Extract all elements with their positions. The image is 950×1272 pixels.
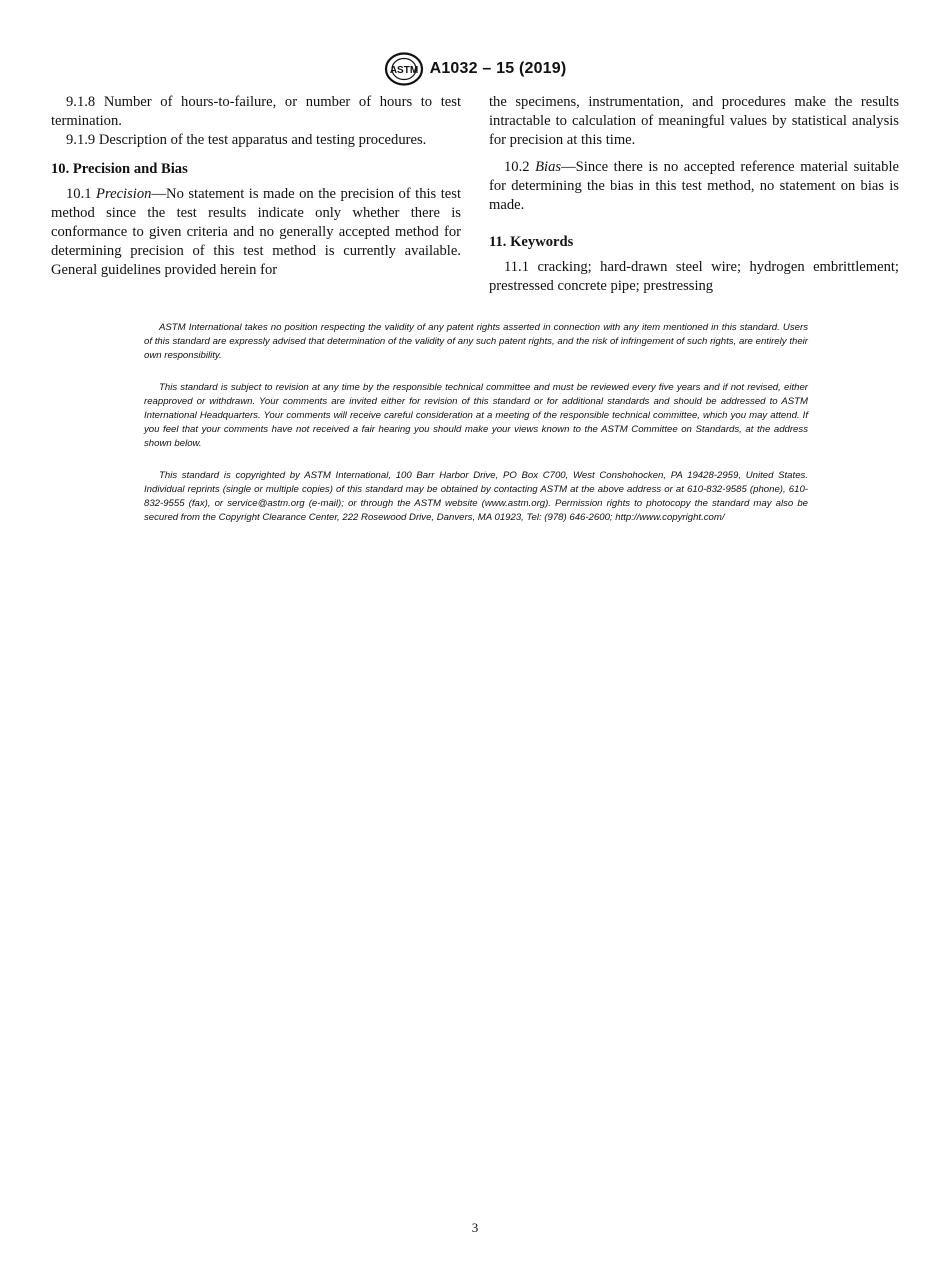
paragraph-10-2-text: —Since there is no accepted reference material suitable for determining the bias in this test method, no statement on bias is made.: [489, 159, 899, 213]
section-10-heading: 10. Precision and Bias: [51, 161, 188, 177]
page-header: [0, 52, 950, 86]
astm-notices: [144, 321, 808, 544]
paragraph-9-1-8: 9.1.8 Number of hours-to-failure, or number of hours to test termination.: [51, 94, 461, 129]
copyright-notice: This standard is copyrighted by ASTM International, 100 Barr Harbor Drive, PO Box C700, West Conshohocken, PA 19428-2959, United States. Individual reprints (single or multiple copies) of this standard may be obtained by contacting ASTM at the above address or at 610-832-9585 (phone), 610-832-9555 (fax), or service@astm.org (e-mail); or through the ASTM website (www.astm.org). Permission rights to photocopy the standard may also be secured from the Copyright Clearance Center, 222 Rosewood Drive, Danvers, MA 01923, Tel: (978) 646-2600; http://www.copyright.com/: [144, 470, 808, 523]
paragraph-9-1-9: 9.1.9 Description of the test apparatus and testing procedures.: [66, 132, 427, 148]
left-column: [51, 93, 461, 280]
astm-logo-icon: [384, 52, 424, 86]
precision-term: Precision: [96, 186, 152, 202]
bias-term: Bias: [535, 159, 562, 175]
paragraph-11-1: 11.1 cracking; hard-drawn steel wire; hydrogen embrittlement; prestressed concrete pipe; prestressing: [489, 259, 899, 294]
paragraph-10-2: [489, 158, 899, 215]
patent-notice: ASTM International takes no position respecting the validity of any patent rights asserted in connection with any item mentioned in this standard. Users of this standard are expressly advised that determination of the validity of any such patent rights, and the risk of infringement of such rights, are entirely their own responsibility.: [144, 322, 808, 361]
paragraph-10-1: [51, 185, 461, 280]
page-number: 3: [471, 1220, 479, 1235]
paragraph-10-1-number: 10.1: [66, 186, 92, 202]
revision-notice: This standard is subject to revision at any time by the responsible technical committee and must be reviewed every five years and if not revised, either reapproved or withdrawn. Your comments are invited either for revision of this standard or for additional standards and should be addressed to ASTM International Headquarters. Your comments will receive careful consideration at a meeting of the responsible technical committee, which you may attend. If you feel that your comments have not received a fair hearing you should make your views known to the ASTM Committee on Standards, at the address shown below.: [144, 382, 808, 449]
section-11-heading: 11. Keywords: [489, 234, 574, 250]
paragraph-10-2-number: 10.2: [504, 159, 530, 175]
right-column: [489, 93, 899, 296]
standard-designation: A1032 – 15 (2019): [429, 60, 567, 77]
svg-text:ASTM: ASTM: [389, 65, 418, 76]
paragraph-10-1-text: —No statement is made on the precision of this test method since the test results indicate only whether there is conformance to given criteria and no generally accepted method for determining precision of this test method is currently available. General guidelines provided herein for: [51, 186, 461, 278]
paragraph-10-1-continued: the specimens, instrumentation, and procedures make the results intractable to calculation of meaningful values by statistical analysis for precision at this time.: [489, 94, 899, 148]
